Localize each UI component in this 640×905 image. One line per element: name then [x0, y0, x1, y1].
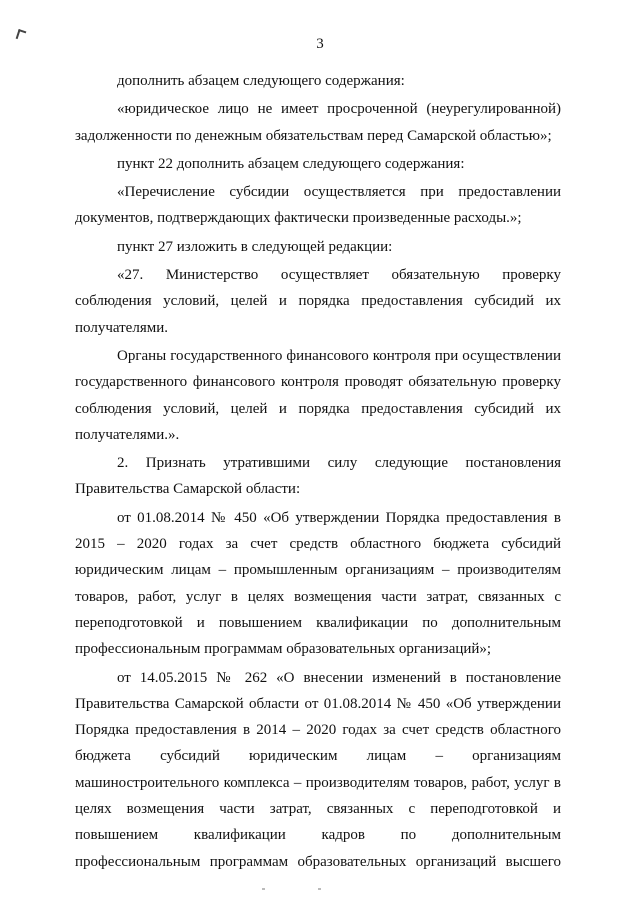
text-line: Правительства Самарской области от 01.08.2014 № 450 «Об утверждении	[75, 695, 561, 712]
text-line: пункт 27 изложить в следующей редакции:	[117, 238, 393, 255]
text-line: задолженности по денежным обязательствам перед Самарской областью»;	[75, 127, 552, 144]
text-line: переподготовкой и повышением квалификации по дополнительным	[75, 614, 561, 631]
text-line: «27. Министерство осуществляет обязательную проверку	[117, 267, 561, 284]
document-body	[75, 68, 561, 875]
text-line: повышением квалификации кадров по дополнительным	[75, 827, 561, 844]
text-line: получателями.	[75, 319, 168, 336]
text-line: 2. Признать утратившими силу следующие постановления	[117, 455, 561, 472]
text-line: Органы государственного финансового контроля при осуществлении	[117, 347, 561, 364]
text-line: бюджета субсидий юридическим лицам – организациям	[75, 748, 561, 765]
scan-speck	[262, 888, 265, 890]
text-line: профессиональным программам образовательных организаций»;	[75, 641, 492, 658]
text-line: дополнить абзацем следующего содержания:	[117, 73, 405, 89]
text-line: документов, подтверждающих фактически произведенные расходы.»;	[75, 210, 522, 227]
text-line: соблюдения условий, целей и порядка предоставления субсидий их	[75, 400, 561, 417]
scan-speck	[318, 888, 321, 890]
text-line: 2015 – 2020 годах за счет средств областного бюджета субсидий	[75, 536, 561, 553]
text-line: «юридическое лицо не имеет просроченной (неурегулированной)	[117, 101, 561, 118]
text-line: соблюдения условий, целей и порядка предоставления субсидий их	[75, 293, 561, 310]
text-line: Порядка предоставления в 2014 – 2020 годах за счет средств областного	[75, 722, 561, 739]
text-line: пункт 22 дополнить абзацем следующего содержания:	[117, 155, 465, 172]
text-line: «Перечисление субсидии осуществляется при предоставлении	[117, 184, 561, 201]
text-line: от 01.08.2014 № 450 «Об утверждении Порядка предоставления в	[117, 509, 561, 526]
text-line: целях возмещения части затрат, связанных с переподготовкой и	[75, 801, 561, 818]
text-line: товаров, работ, услуг в целях возмещения части затрат, связанных с	[75, 588, 561, 605]
text-line: получателями.».	[75, 426, 180, 443]
text-line: машиностроительного комплекса – производителям товаров, работ, услуг в	[75, 774, 561, 791]
text-line: государственного финансового контроля проводят обязательную проверку	[75, 374, 561, 391]
text-line: профессиональным программам образовательных организаций высшего	[75, 853, 561, 870]
text-line: от 14.05.2015 № 262 «О внесении изменений в постановление	[117, 669, 561, 686]
text-line: Правительства Самарской области:	[75, 481, 301, 498]
page-number: 3	[316, 36, 324, 52]
text-line: юридическим лицам – промышленным организациям – производителям	[75, 562, 561, 579]
